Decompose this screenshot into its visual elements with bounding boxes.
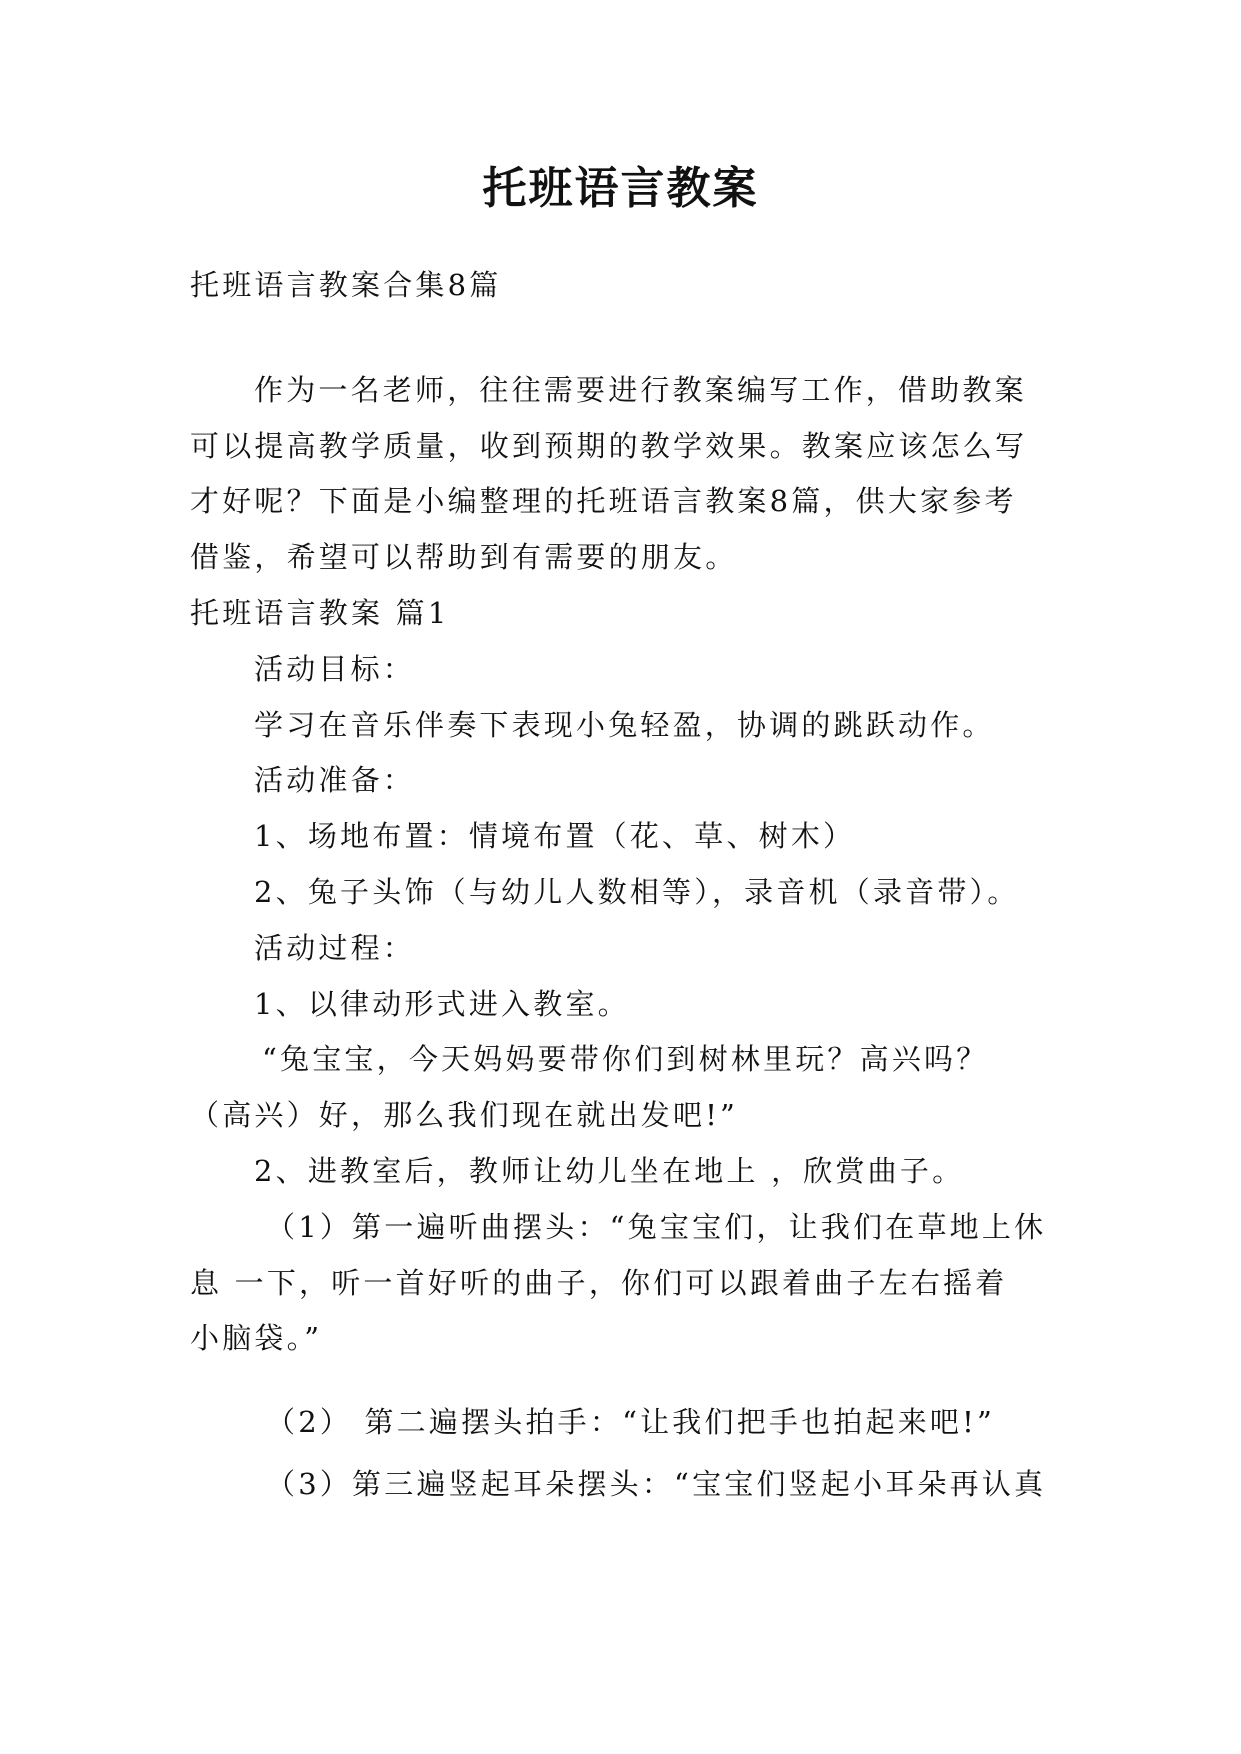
intro-line-4: 借鉴，希望可以帮助到有需要的朋友。 (190, 540, 738, 574)
prep-label: 活动准备： (254, 763, 416, 797)
sub1-line-1: （1）第一遍听曲摆头：“兔宝宝们，让我们在草地上休 (266, 1210, 1047, 1244)
quote1-line-2: （高兴）好，那么我们现在就出发吧!” (190, 1098, 739, 1132)
sub1-line-3: 小脑袋。” (190, 1321, 323, 1355)
intro-line-2: 可以提高教学质量，收到预期的教学效果。教案应该怎么写 (190, 429, 1028, 463)
collection-line: 托班语言教案合集8篇 (190, 268, 502, 302)
goal-text: 学习在音乐伴奏下表现小兔轻盈，协调的跳跃动作。 (254, 708, 995, 742)
section-heading: 托班语言教案 篇1 (190, 596, 450, 630)
step-2: 2、进教室后，教师让幼儿坐在地上 ，欣赏曲子。 (254, 1154, 965, 1188)
document-title: 托班语言教案 (482, 163, 759, 214)
intro-line-3: 才好呢？下面是小编整理的托班语言教案8篇，供大家参考 (190, 484, 1017, 518)
process-label: 活动过程： (254, 931, 416, 965)
intro-line-1: 作为一名老师，往往需要进行教案编写工作，借助教案 (254, 373, 1027, 407)
sub1-line-2: 息 一下，听一首好听的曲子，你们可以跟着曲子左右摇着 (190, 1266, 1008, 1300)
prep-item-1: 1、场地布置：情境布置（花、草、树木） (254, 819, 856, 853)
sub-3: （3）第三遍竖起耳朵摆头：“宝宝们竖起小耳朵再认真 (266, 1467, 1047, 1501)
goal-label: 活动目标： (254, 652, 416, 686)
step-1: 1、以律动形式进入教室。 (254, 987, 630, 1021)
sub-2: （2） 第二遍摆头拍手：“让我们把手也拍起来吧!” (266, 1405, 995, 1439)
prep-item-2: 2、兔子头饰（与幼儿人数相等），录音机（录音带）。 (254, 875, 1020, 909)
quote1-line-1: “兔宝宝，今天妈妈要带你们到树林里玩？高兴吗？ (262, 1042, 989, 1076)
